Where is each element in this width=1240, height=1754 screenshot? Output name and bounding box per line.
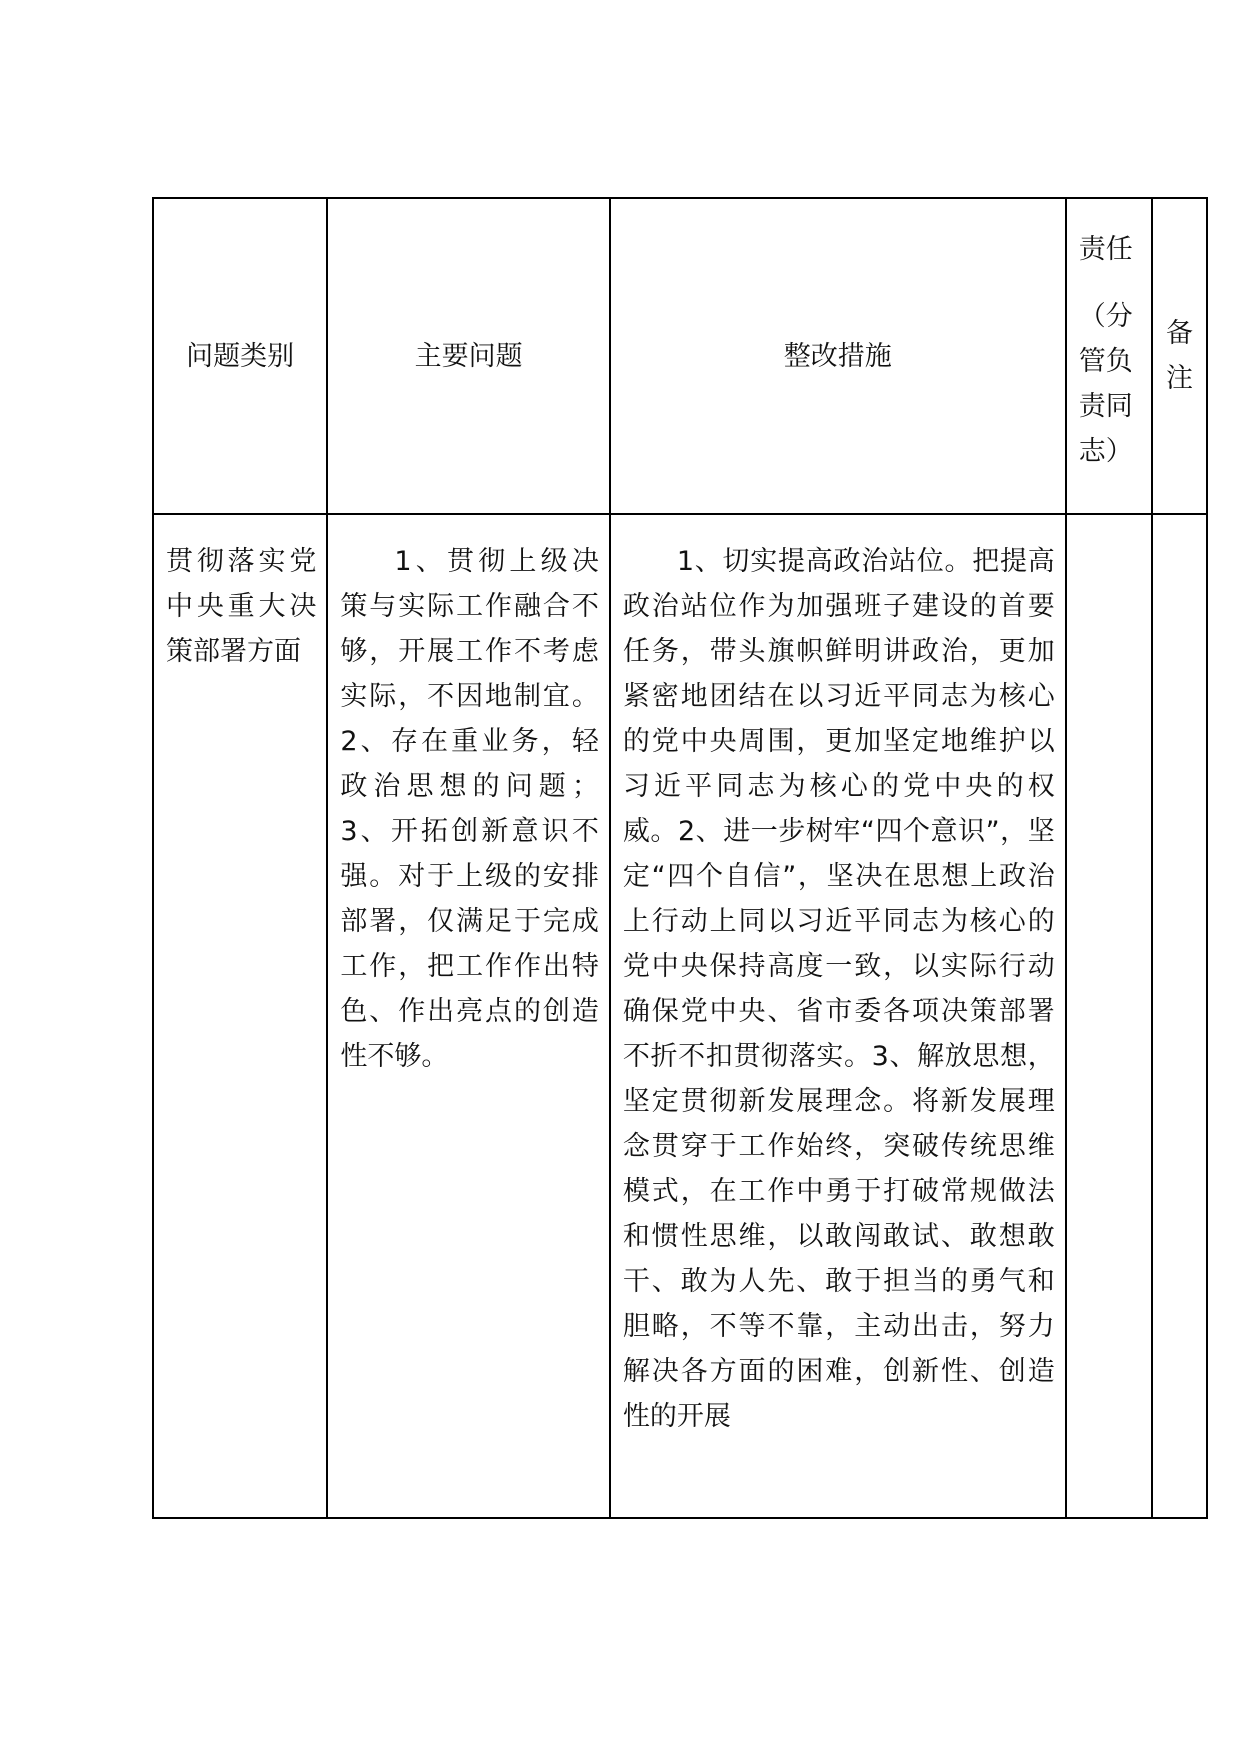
header-category-label: 问题类别 (186, 340, 295, 372)
header-problems-label: 主要问题 (414, 340, 523, 372)
problems-text: 1、贯彻上级决策与实际工作融合不够，开展工作不考虑实际，不因地制宜。2、存在重业务，轻政治思想的问题；3、开拓创新意识不强。对于上级的安排部署，仅满足于完成工作，把工作作出特色、作出亮点的创造性不够。 (340, 546, 599, 1072)
cell-responsible (1066, 514, 1152, 1518)
table-row (153, 514, 1207, 1518)
cell-problems (327, 514, 610, 1518)
category-text: 贯彻落实党中央重大决策部署方面 (166, 546, 317, 667)
header-problems (327, 198, 610, 514)
header-responsible-label: 责任 (1078, 234, 1133, 265)
header-measures-label: 整改措施 (783, 340, 892, 372)
header-category (153, 198, 327, 514)
header-remarks-label: 备注 (1165, 318, 1193, 394)
header-remarks (1152, 198, 1207, 514)
cell-category (153, 514, 327, 1518)
header-measures (610, 198, 1066, 514)
cell-remarks (1152, 514, 1207, 1518)
table-header-row (153, 198, 1207, 514)
header-responsible-sublabel: （分管负责同志） (1078, 301, 1133, 467)
rectification-table (152, 197, 1208, 1519)
cell-measures (610, 514, 1066, 1518)
measures-text: 1、切实提高政治站位。把提高政治站位作为加强班子建设的首要任务，带头旗帜鲜明讲政治，更加紧密地团结在以习近平同志为核心的党中央周围，更加坚定地维护以习近平同志为核心的党中央的权威。2、进一步树牢“四个意识”，坚定“四个自信”，坚决在思想上政治上行动上同以习近平同志为核心的党中央保持高度一致，以实际行动确保党中央、省市委各项决策部署不折不扣贯彻落实。3、解放思想，坚定贯彻新发展理念。将新发展理念贯穿于工作始终，突破传统思维模式，在工作中勇于打破常规做法和惯性思维，以敢闯敢试、敢想敢干、敢为人先、敢于担当的勇气和胆略，不等不靠，主动出击，努力解决各方面的困难，创新性、创造性的开展 (622, 546, 1055, 1432)
header-responsible (1066, 198, 1152, 514)
